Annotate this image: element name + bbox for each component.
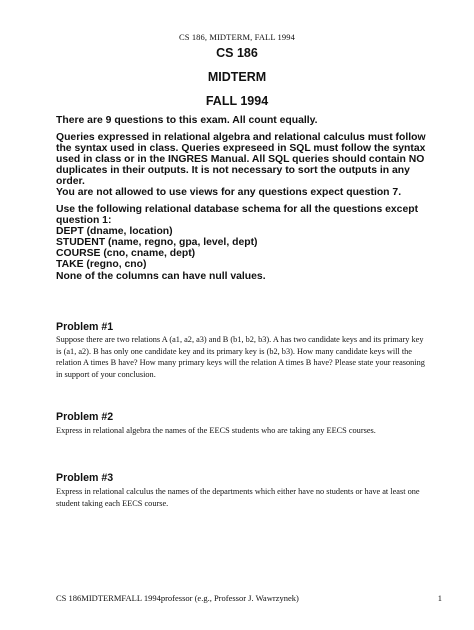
- intro-question-count: [56, 115, 432, 126]
- schema-course: COURSE (cno, cname, dept): [56, 248, 196, 260]
- schema-null-note: None of the columns can have null values.: [56, 270, 266, 282]
- term-title: FALL 1994: [205, 94, 269, 108]
- problem-1-text: Suppose there are two relations A (a1, a2, a3) and B (b1, b2, b3). A has two candidate keys and its primary key is (a1, a2). B has only one candidate key and its primary key is (b2, b3). How many candidate keys will the relation A times B have? How many primary keys will the relation A times B have? Please state your reasoning in support of your conclusion.: [56, 335, 425, 379]
- intro-line: Queries expressed in relational algebra and relational calculus must follow the syntax used in class. Queries expreseed in SQL must follow the syntax used in class or in the INGRES Manual. All SQL queries should contain NO duplicates in their outputs. It is not necessary to sort the outputs in any order.: [56, 132, 426, 188]
- footer-text: CS 186MIDTERMFALL 1994professor (e.g., Professor J. Wawrzynek): [56, 593, 299, 603]
- schema-instruction: Use the following relational database schema for all the questions except question 1:: [56, 204, 419, 227]
- exam-title: MIDTERM: [207, 70, 267, 84]
- problem-1-title: Problem #1: [56, 321, 114, 333]
- intro-line: There are 9 questions to this exam. All count equally.: [56, 115, 318, 126]
- course-title: CS 186: [216, 46, 258, 60]
- schema-dept: DEPT (dname, location): [56, 226, 173, 238]
- page-header: CS 186, MIDTERM, FALL 1994: [179, 32, 295, 42]
- schema-student: STUDENT (name, regno, gpa, level, dept): [56, 237, 258, 249]
- problem-2-text: Express in relational algebra the names of the EECS students who are taking any EECS courses.: [56, 426, 376, 435]
- page-number: 1: [437, 593, 442, 603]
- schema-take: TAKE (regno, cno): [56, 259, 147, 271]
- intro-line: You are not allowed to use views for any questions expect question 7.: [56, 187, 402, 199]
- problem-2-title: Problem #2: [56, 411, 114, 423]
- problem-3-text: Express in relational calculus the names of the departments which either have no students or have at least one student taking each EECS course.: [56, 487, 420, 508]
- problem-3-title: Problem #3: [56, 472, 114, 484]
- intro-syntax-rules: [56, 132, 432, 199]
- intro-schema: [56, 204, 432, 282]
